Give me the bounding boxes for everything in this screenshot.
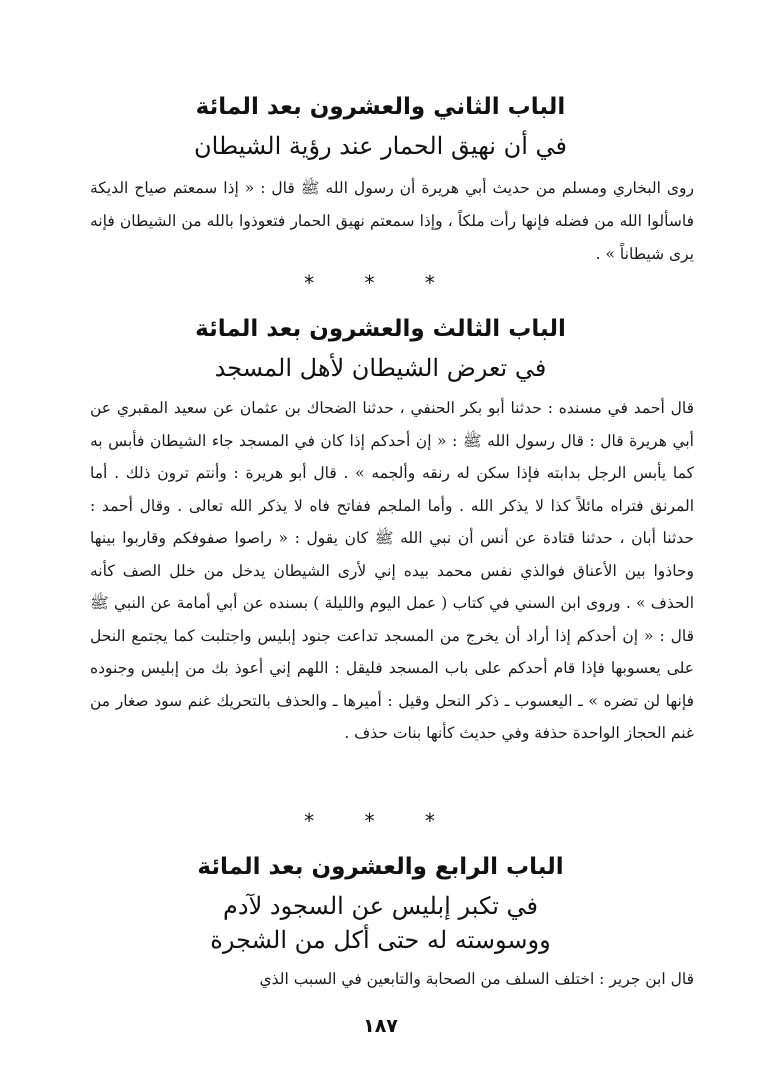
chapter-subtitle-122: في أن نهيق الحمار عند رؤية الشيطان	[194, 132, 567, 160]
chapter-title-123: الباب الثالث والعشرون بعد المائة	[195, 316, 566, 342]
chapter-title-124: الباب الرابع والعشرون بعد المائة	[197, 854, 564, 880]
section-separator: * * *	[304, 809, 457, 833]
chapter-subtitle-124-line-2: ووسوسته له حتى أكل من الشجرة	[210, 926, 551, 954]
section-separator: * * *	[304, 271, 457, 295]
chapter-subtitle-123: في تعرض الشيطان لأهل المسجد	[214, 354, 547, 382]
chapter-body-122: روى البخاري ومسلم من حديث أبي هريرة أن رسول الله ﷺ قال : « إذا سمعتم صياح الديكة فاسألوا الله من فضله فإنها رأت ملكاً ، وإذا سمعتم نهيق الحمار فتعوذوا بالله من الشيطان فإنه يرى شيطاناً » .	[90, 179, 694, 263]
chapter-title-122: الباب الثاني والعشرون بعد المائة	[195, 94, 566, 120]
chapter-body-124: قال ابن جرير : اختلف السلف من الصحابة والتابعين في السبب الذي	[259, 970, 694, 988]
page-number: ١٨٧	[363, 1015, 398, 1037]
chapter-body-123: قال أحمد في مسنده : حدثنا أبو بكر الحنفي ، حدثنا الضحاك بن عثمان عن سعيد المقبري عن أبي هريرة قال : قال رسول الله ﷺ : « إن أحدكم إذا كان في المسجد جاء الشيطان فأبس به كما يأبس الرجل بدابته فإذا سكن له رنقه وألجمه » . قال أبو هريرة : وأنتم ترون ذلك . أما المرنق فتراه مائلاً كذا لا يذكر الله . وأما الملجم ففاتح فاه لا يذكر الله تعالى . وقال أحمد : حدثنا أبان ، حدثنا قتادة عن أنس أن نبي الله ﷺ كان يقول : « راصوا صفوفكم وقاربوا بينها وحاذوا بين الأعناق فوالذي نفس محمد بيده إني لأرى الشيطان يدخل من خلل الصف كأنه الحذف » . وروى ابن السني في كتاب ( عمل اليوم والليلة ) بسنده عن أبي أمامة عن النبي ﷺ قال : « إن أحدكم إذا أراد أن يخرج من المسجد تداعت جنود إبليس واجتلبت كما يجتمع النحل على يعسوبها فإذا قام أحدكم على باب المسجد فليقل : اللهم إني أعوذ بك من إبليس وجنوده فإنها لن تضره » ـ اليعسوب ـ ذكر النحل وقيل : أميرها ـ والحذف بالتحريك غنم سود صغار من غنم الحجاز الواحدة حذفة وفي حديث كأنها بنات حذف .	[90, 399, 694, 742]
chapter-subtitle-124-line-1: في تكبر إبليس عن السجود لآدم	[223, 892, 538, 920]
